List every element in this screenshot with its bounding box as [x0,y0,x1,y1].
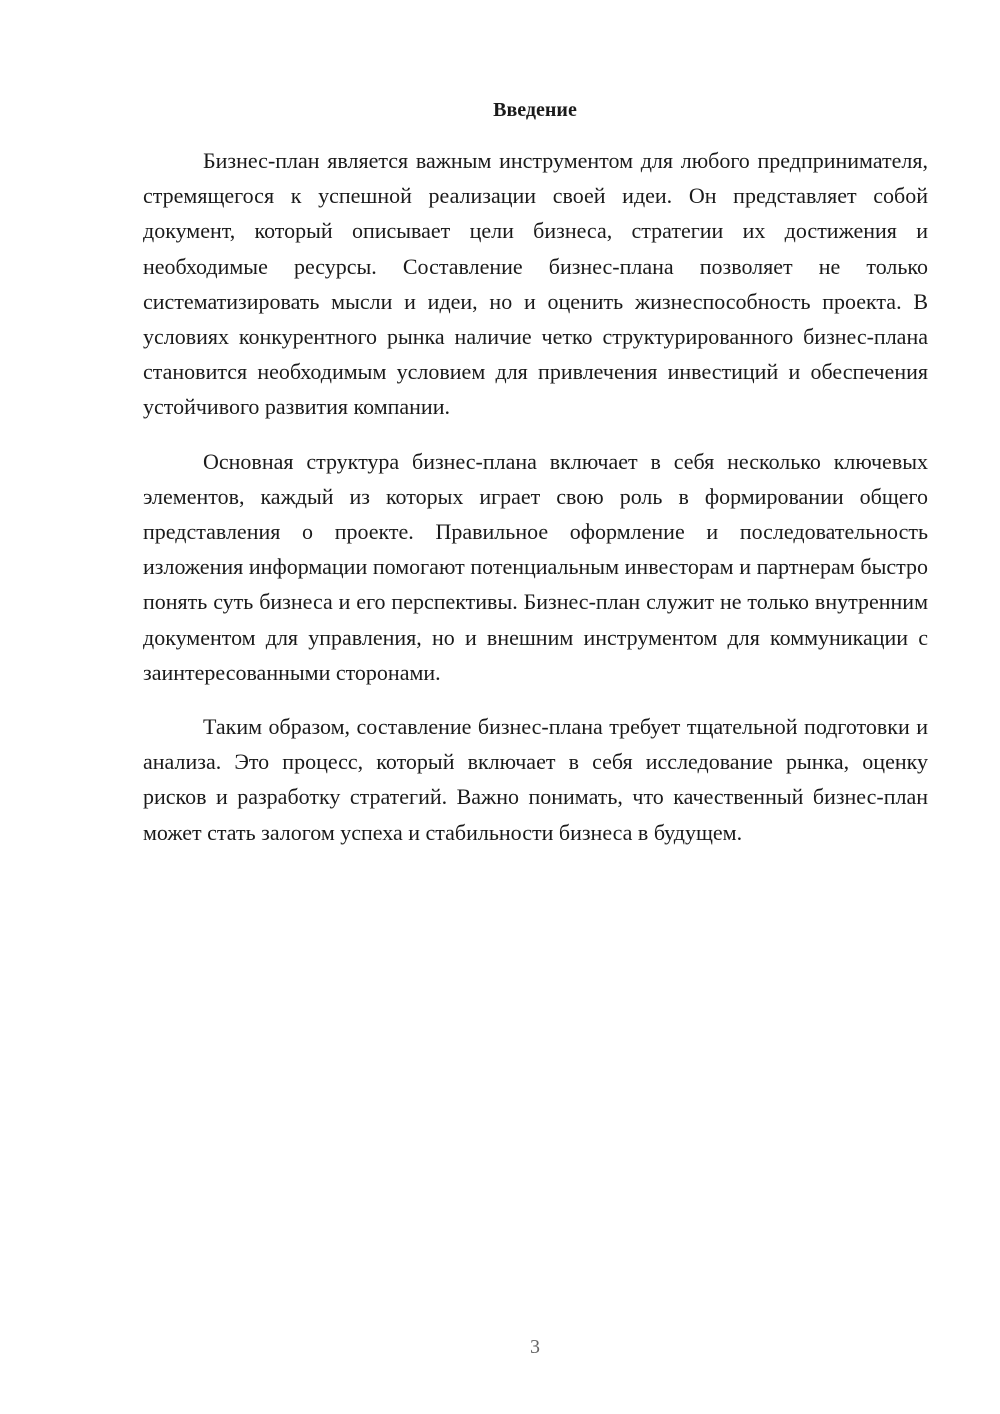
paragraph-2: Основная структура бизнес-плана включает в себя несколько ключевых элементов, каждый из которых играет свою роль в формировании общего представления о проекте. Правильное оформление и последовательность изложения информации помогают потенциальным инвесторам и партнерам быстро понять суть бизнеса и его перспективы. Бизнес-план служит не только внутренним документом для управления, но и внешним инструментом для коммуникации с заинтересованными сторонами. [143,448,928,685]
page-number: 3 [530,1336,540,1358]
body-text [143,143,928,869]
paragraph-1: Бизнес-план является важным инструментом для любого предпринимателя, стремящегося к успешной реализации своей идеи. Он представляет собой документ, который описывает цели бизнеса, стратегии их достижения и необходимые ресурсы. Составление бизнес-плана позволяет не только систематизировать мысли и идеи, но и оценить жизнеспособность проекта. В условиях конкурентного рынка наличие четко структурированного бизнес-плана становится необходимым условием для привлечения инвестиций и обеспечения устойчивого развития компании. [143,148,928,420]
page-heading: Введение [493,99,577,121]
paragraph-3: Таким образом, составление бизнес-плана требует тщательной подготовки и анализа. Это процесс, который включает в себя исследование рынка, оценку рисков и разработку стратегий. Важно понимать, что качественный бизнес-план может стать залогом успеха и стабильности бизнеса в будущем. [143,714,928,845]
